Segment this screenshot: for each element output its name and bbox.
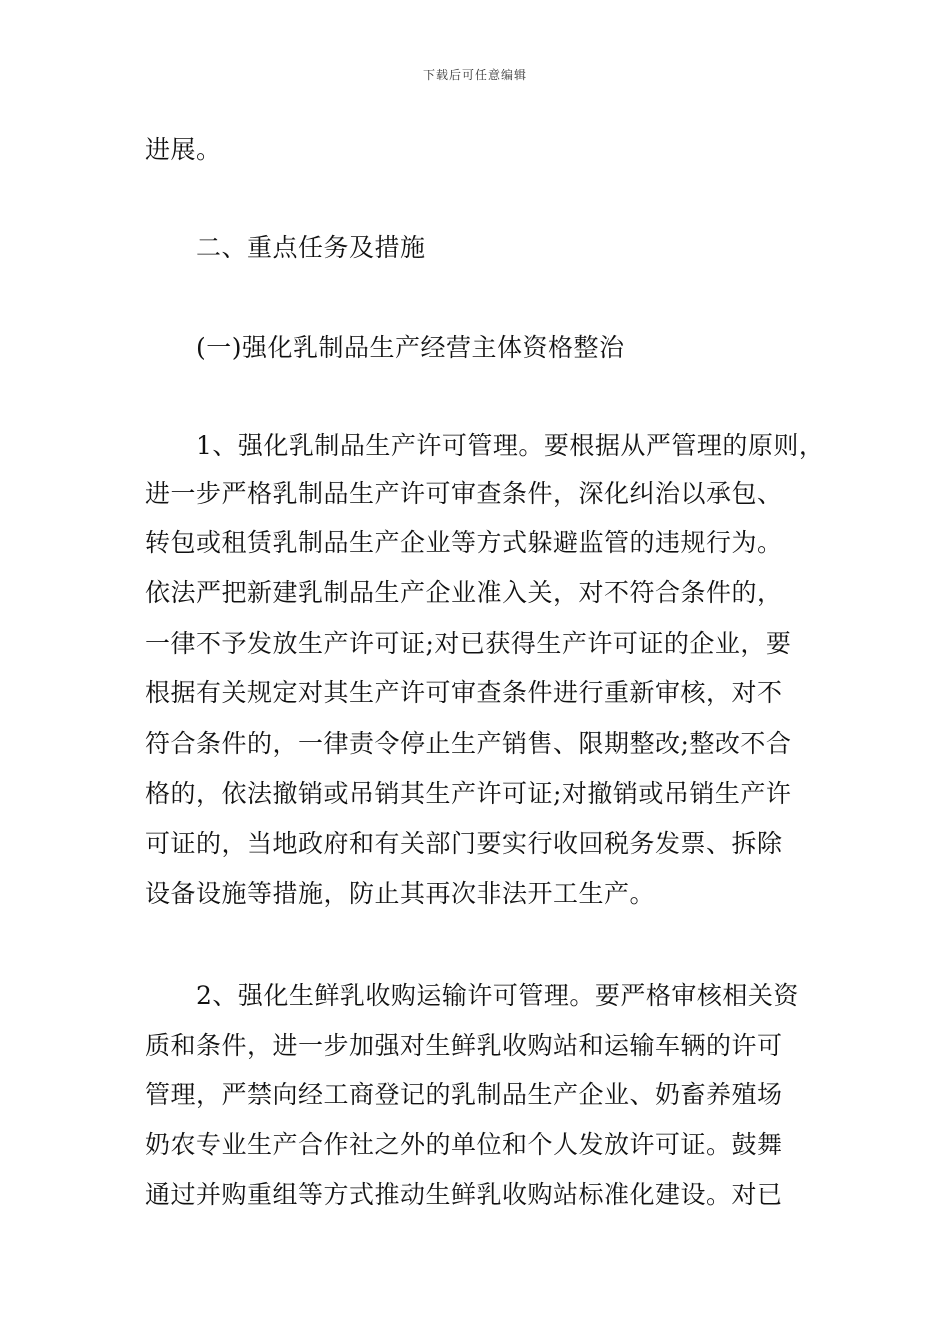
text-line: 进展。 xyxy=(145,135,222,164)
paragraph-2-line: 管理，严禁向经工商登记的乳制品生产企业、奶畜养殖场 xyxy=(145,1080,783,1109)
paragraph-1-line: 符合条件的，一律责令停止生产销售、限期整改;整改不合 xyxy=(145,729,792,758)
paragraph-1-line: 格的，依法撤销或吊销其生产许可证;对撤销或吊销生产许 xyxy=(145,779,792,808)
paragraph-2-line: 通过并购重组等方式推动生鲜乳收购站标准化建设。对已 xyxy=(145,1180,783,1209)
paragraph-1-line: 可证的，当地政府和有关部门要实行收回税务发票、拆除 xyxy=(145,829,783,858)
paragraph-1-line: 进一步严格乳制品生产许可审查条件，深化纠治以承包、 xyxy=(145,479,783,508)
subsection-heading: (一)强化乳制品生产经营主体资格整治 xyxy=(196,333,625,362)
paragraph-2-line: 奶农专业生产合作社之外的单位和个人发放许可证。鼓舞 xyxy=(145,1130,783,1159)
paragraph-2-line: 质和条件，进一步加强对生鲜乳收购站和运输车辆的许可 xyxy=(145,1031,783,1060)
header-note: 下载后可任意编辑 xyxy=(422,68,527,82)
paragraph-1-line: 一律不予发放生产许可证;对已获得生产许可证的企业，要 xyxy=(145,629,792,658)
paragraph-1-line: 根据有关规定对其生产许可审查条件进行重新审核，对不 xyxy=(145,678,783,707)
paragraph-2-line: 2、强化生鲜乳收购运输许可管理。要严格审核相关资 xyxy=(196,981,799,1010)
paragraph-1-line: 设备设施等措施，防止其再次非法开工生产。 xyxy=(145,879,656,908)
paragraph-1-line: 依法严把新建乳制品生产企业准入关，对不符合条件的， xyxy=(145,578,783,607)
section-heading: 二、重点任务及措施 xyxy=(196,233,426,262)
paragraph-1-line: 1、强化乳制品生产许可管理。要根据从严管理的原则， xyxy=(196,431,825,460)
paragraph-1-line: 转包或租赁乳制品生产企业等方式躲避监管的违规行为。 xyxy=(145,528,783,557)
